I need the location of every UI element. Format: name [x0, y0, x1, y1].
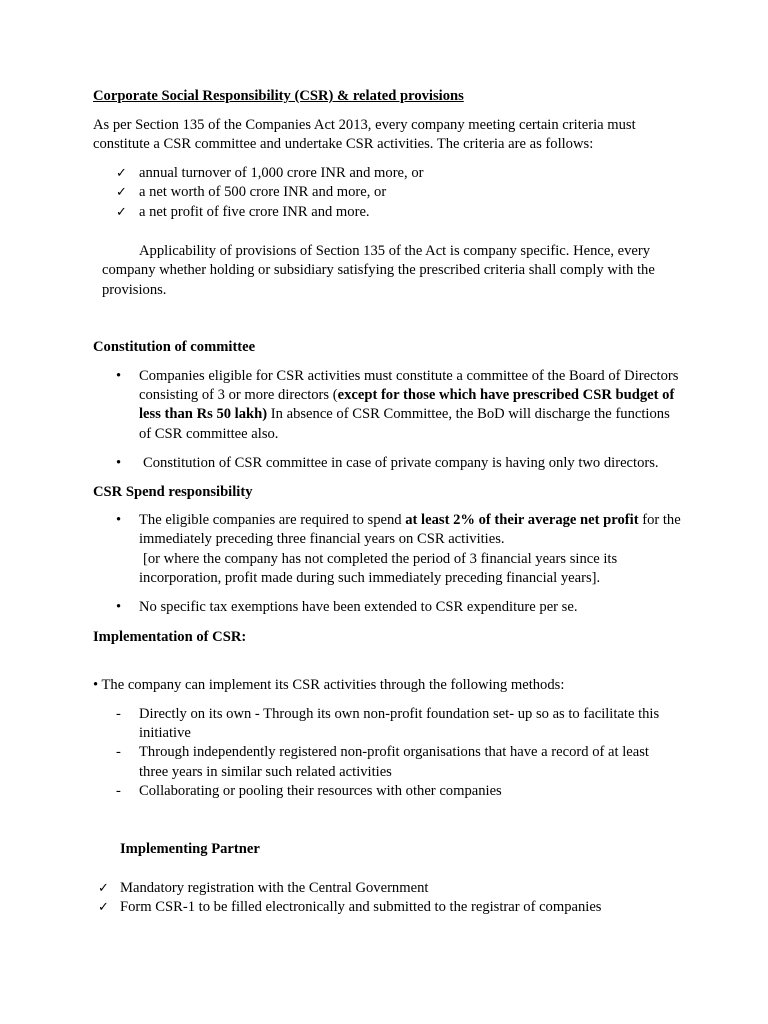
- spend-bullet-1-line-3: [or where the company has not completed the period of 3 financial years since its: [143, 551, 618, 567]
- spend-text: The eligible companies are required to spend: [139, 512, 406, 528]
- constitution-bold-text: except for those which have prescribed CSR budget of: [337, 387, 675, 403]
- constitution-text: In absence of CSR Committee, the BoD will discharge the functions: [267, 406, 670, 422]
- bullet-icon: •: [116, 599, 122, 615]
- method-2-line-1: Through independently registered non-profit organisations that have a record of at least: [139, 744, 649, 760]
- spend-bullet-1-line-2: immediately preceding three financial years on CSR activities.: [139, 531, 505, 547]
- spend-bold-text: at least 2% of their average net profit: [405, 512, 639, 528]
- applicability-line-1: Applicability of provisions of Section 135 of the Act is company specific. Hence, every: [139, 243, 651, 259]
- spend-heading: CSR Spend responsibility: [93, 484, 253, 500]
- constitution-bullet-1-line-2: [139, 386, 674, 406]
- method-2-line-2: three years in similar such related activities: [139, 764, 392, 780]
- criteria-item: annual turnover of 1,000 crore INR and more, or: [139, 165, 424, 181]
- bullet-icon: •: [116, 512, 122, 528]
- applicability-line-2: company whether holding or subsidiary satisfying the prescribed criteria shall comply with the: [102, 262, 655, 278]
- constitution-text: consisting of 3 or more directors (: [139, 387, 338, 403]
- spend-bullet-1-line-1: [139, 511, 681, 531]
- criteria-item: a net worth of 500 crore INR and more, or: [139, 184, 387, 200]
- constitution-heading: Constitution of committee: [93, 339, 256, 355]
- check-icon: ✓: [98, 900, 109, 915]
- method-1-line-1: Directly on its own - Through its own non-profit foundation set- up so as to facilitate this: [139, 706, 660, 722]
- check-icon: ✓: [116, 205, 127, 220]
- constitution-bullet-1-line-3: [139, 405, 670, 425]
- bullet-icon: •: [116, 455, 122, 471]
- implementation-heading: Implementation of CSR:: [93, 629, 247, 645]
- spend-text: for the: [638, 512, 681, 528]
- constitution-bullet-1-line-4: of CSR committee also.: [139, 426, 279, 442]
- method-3-line-1: Collaborating or pooling their resources with other companies: [139, 783, 502, 799]
- constitution-bullet-1-line-1: Companies eligible for CSR activities must constitute a committee of the Board of Directors: [139, 368, 679, 384]
- partner-item: Mandatory registration with the Central Government: [120, 880, 429, 896]
- partner-heading: Implementing Partner: [120, 841, 260, 857]
- partner-item: Form CSR-1 to be filled electronically and submitted to the registrar of companies: [120, 899, 602, 915]
- method-1-line-2: initiative: [139, 725, 191, 741]
- spend-bullet-2: No specific tax exemptions have been extended to CSR expenditure per se.: [139, 599, 578, 615]
- constitution-bold-text: less than Rs 50 lakh): [139, 406, 268, 422]
- criteria-item: a net profit of five crore INR and more.: [139, 204, 370, 220]
- page-title: Corporate Social Responsibility (CSR) & related provisions: [93, 88, 464, 104]
- bullet-icon: •: [116, 368, 122, 384]
- spend-bullet-1-line-4: incorporation, profit made during such immediately preceding financial years].: [139, 570, 601, 586]
- check-icon: ✓: [98, 881, 109, 896]
- constitution-bullet-2: Constitution of CSR committee in case of private company is having only two directors.: [143, 455, 659, 471]
- intro-line-2: constitute a CSR committee and undertake CSR activities. The criteria are as follows:: [93, 136, 594, 152]
- dash-icon: -: [116, 706, 121, 722]
- applicability-line-3: provisions.: [102, 282, 167, 298]
- check-icon: ✓: [116, 185, 127, 200]
- dash-icon: -: [116, 783, 121, 799]
- dash-icon: -: [116, 744, 121, 760]
- check-icon: ✓: [116, 166, 127, 181]
- intro-line-1: As per Section 135 of the Companies Act 2013, every company meeting certain criteria must: [93, 117, 636, 133]
- implementation-lead: • The company can implement its CSR activities through the following methods:: [93, 677, 565, 693]
